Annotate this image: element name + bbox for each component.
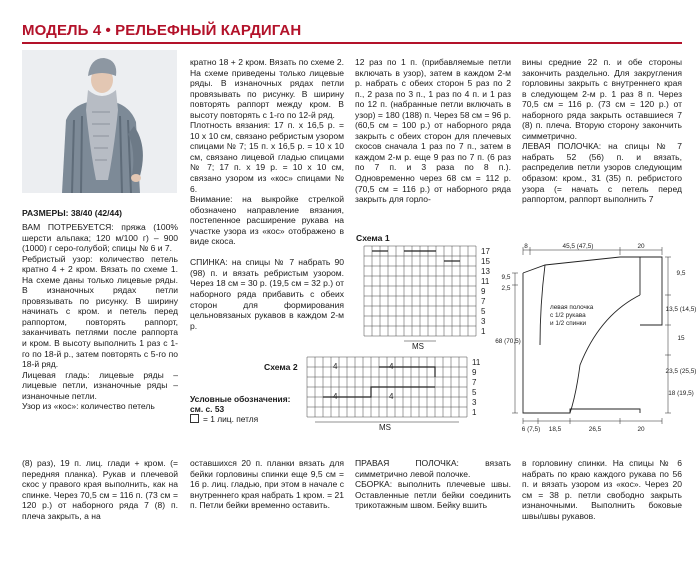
row-label: 11 bbox=[472, 358, 481, 367]
dim-left: 68 (70,5) bbox=[495, 338, 521, 345]
model-photo bbox=[22, 50, 177, 193]
column-3-text: 12 раз по 1 п. (прибавляемые петли включать в узор), затем в каждом 2-м р. набрать с обеих сторон 5 раз по 2 п., 2 раза по 3 п., 1 раз по 4 п. и 1 раз по 12 п. (набранные петли включать в узор) = 180 (188) п. Через 58 см = 96 р. (60,5 см = 100 р.) от наборного ряда закрыть с обеих сторон для плечевых скосов сначала 1 раз по 7 п., затем в каждом 2-м р. еще 9 раз по 7 п. (6 раз по 7 п. и 3 раза по 8 п.). Одновременно через 68 см = 112 р. (70,5 см = 116 р.) от наборного ряда закрыть для горло- bbox=[355, 57, 511, 205]
title-rule bbox=[22, 42, 682, 44]
dim-left: 9,5 bbox=[501, 274, 511, 281]
legend-item-label: = 1 лиц. петля bbox=[203, 414, 259, 424]
dim-bottom: 18,5 bbox=[548, 426, 562, 433]
row-label: 1 bbox=[481, 327, 486, 336]
empty-cell-icon bbox=[190, 414, 199, 423]
scheme-1-title: Схема 1 bbox=[356, 233, 390, 243]
cable-line bbox=[379, 367, 435, 377]
legend bbox=[190, 394, 300, 424]
row-label: 9 bbox=[481, 287, 486, 296]
row-label: 7 bbox=[472, 378, 477, 387]
legend-ref: см. с. 53 bbox=[190, 404, 225, 414]
row-label: 15 bbox=[481, 257, 490, 266]
diagram-label-line: и 1/2 спинки bbox=[550, 320, 587, 327]
scheme-2-title: Схема 2 bbox=[264, 362, 298, 372]
row-label: 17 bbox=[481, 247, 490, 256]
dim-right: 23,5 (25,5) bbox=[665, 368, 697, 375]
legend-title: Условные обозначения: bbox=[190, 394, 291, 404]
row-label: 3 bbox=[481, 317, 486, 326]
diagram-label-line: левая полочка bbox=[550, 304, 594, 311]
bottom-text-2: оставшихся 20 п. планки вязать для бейки горловины спинки еще 9,5 см = 16 р. лиц. гладью, при этом в начале с внутреннего края набрать 1 кром. = 21 п. Петли бейки временно оставить. bbox=[190, 458, 344, 511]
column-2-text: кратно 18 + 2 кром. Вязать по схеме 2. На схеме приведены только лицевые ряды. В изнаночных рядах петли провязывать по рисунку. В ширину повторять раппорт между кром. В высоту повторять с 1-го по 12-й ряд. Плотность вязания: 17 п. х 16,5 р. = 10 х 10 см, связано ребристым узором спицами № 7; 15 п. х 16,5 р. = 10 х 10 см, связано лицевой гладью спицами № 7; 17 п. х 19 р. = 10 х 10 см, связано узором из «кос» спицами № 6. Внимание: на выкройке стрелкой обозначено направление вязания, постепенное расширение рукава на участке узора из «кос» отображено в виде скоса. СПИНКА: на спицы № 7 набрать 90 (98) п. и вязать ребристым узором. Через 18 см = 30 р. (19,5 см = 32 р.) от наборного ряда прибавить с обеих сторон для формирования цельновязаных рукавов в каждом 2-м р. bbox=[190, 57, 344, 331]
rapport-label: MS bbox=[379, 423, 391, 432]
cable-cross-mark: 4 bbox=[333, 392, 338, 401]
row-label: 13 bbox=[481, 267, 490, 276]
dim-bottom: 6 (7,5) bbox=[521, 426, 541, 433]
dim-right: 9,5 bbox=[676, 270, 686, 277]
column-4-text: вины средние 22 п. и обе стороны закончить раздельно. Для закругления горловины закрыть с внутреннего края в следующем 2-м р. 1 раз 8 п. Через 70,5 см = 116 р. (73 см = 120 р.) от наборного ряда закрыть оставшиеся 7 (8) п. плеча. Вторую сторону закончить симметрично. ЛЕВАЯ ПОЛОЧКА: на спицы № 7 набрать 52 (56) п. и вязать, распределив петли узоров следующим образом: кром., 31 (35) п. ребристого узора (= начать с петель перед раппортом, раппорт выполнить 7 bbox=[522, 57, 682, 205]
dim-right: 18 (19,5) bbox=[668, 390, 694, 397]
row-label: 5 bbox=[472, 388, 477, 397]
row-label: 11 bbox=[481, 277, 490, 286]
diagram-label-line: с 1/2 рукава bbox=[550, 312, 586, 319]
bottom-text-1: (8) раз), 19 п. лиц. глади + кром. (= передняя планка). Рукав и плечевой скос у правого края выполнить, как на спинке. Через 70,5 см = 116 п. (73 см = 120 р.) от наборного ряда 7 (8) п. плеча закрыть, а на bbox=[22, 458, 178, 521]
dim-right: 15 bbox=[677, 335, 685, 342]
rapport-label: MS bbox=[412, 342, 424, 351]
dim-left: 2,5 bbox=[501, 285, 511, 292]
column-1-text: ВАМ ПОТРЕБУЕТСЯ: пряжа (100% шерсти альпака; 120 м/100 г) – 900 (1000) г серо-голубой; спицы № 6 и 7. Ребристый узор: количество петель кратно 4 + 2 кром. Вязать по схеме 1. На схеме даны только лицевые ряды. В изнаночных рядах петли провязывать по рисунку. В ширину начинать с кром. и петель перед раппортом, повторять раппорт, заканчивать петлями после раппорта и кром. В высоту выполнить 1 раз с 1-го по 18-й р., затем повторять с 5-го по 18-й ряд. Лицевая гладь: лицевые ряды – лицевые петли, изнаночные ряды – изнаночные петли. Узор из «кос»: количество петель bbox=[22, 222, 178, 412]
cable-cross-mark: 4 bbox=[389, 362, 394, 371]
page-title: МОДЕЛЬ 4 • РЕЛЬЕФНЫЙ КАРДИГАН bbox=[22, 22, 302, 39]
dim-top: 45,5 (47,5) bbox=[562, 243, 594, 250]
row-label: 7 bbox=[481, 297, 486, 306]
bottom-text-4: в горловину спинки. На спицы № 6 набрать по краю каждого рукава по 56 п. и вязать узором из «кос». Через 20 см = 38 р. петли свободно закрыть изнаночными. Выполнить боковые швы/швы рукавов. bbox=[522, 458, 682, 521]
row-label: 5 bbox=[481, 307, 486, 316]
bottom-text-3: ПРАВАЯ ПОЛОЧКА: вязать симметрично левой полочке. СБОРКА: выполнить плечевые швы. Оставленные петли бейки соединить трикотажным швом. Бейку вшить bbox=[355, 458, 511, 511]
row-label: 9 bbox=[472, 368, 477, 377]
legend-item-knit bbox=[190, 414, 300, 424]
pattern-diagram bbox=[495, 243, 697, 435]
dim-top: 8 bbox=[524, 243, 528, 250]
cable-cross-mark: 4 bbox=[389, 392, 394, 401]
cable-cross-mark: 4 bbox=[333, 362, 338, 371]
dim-top: 20 bbox=[637, 243, 645, 250]
scheme-2-chart bbox=[305, 355, 500, 435]
row-label: 3 bbox=[472, 398, 477, 407]
row-label: 1 bbox=[472, 408, 477, 417]
scheme-1-chart bbox=[362, 244, 492, 354]
sizes-label: РАЗМЕРЫ: 38/40 (42/44) bbox=[22, 208, 122, 218]
dim-bottom: 26,5 bbox=[588, 426, 602, 433]
dim-bottom: 20 bbox=[637, 426, 645, 433]
dim-right: 13,5 (14,5) bbox=[665, 306, 697, 313]
